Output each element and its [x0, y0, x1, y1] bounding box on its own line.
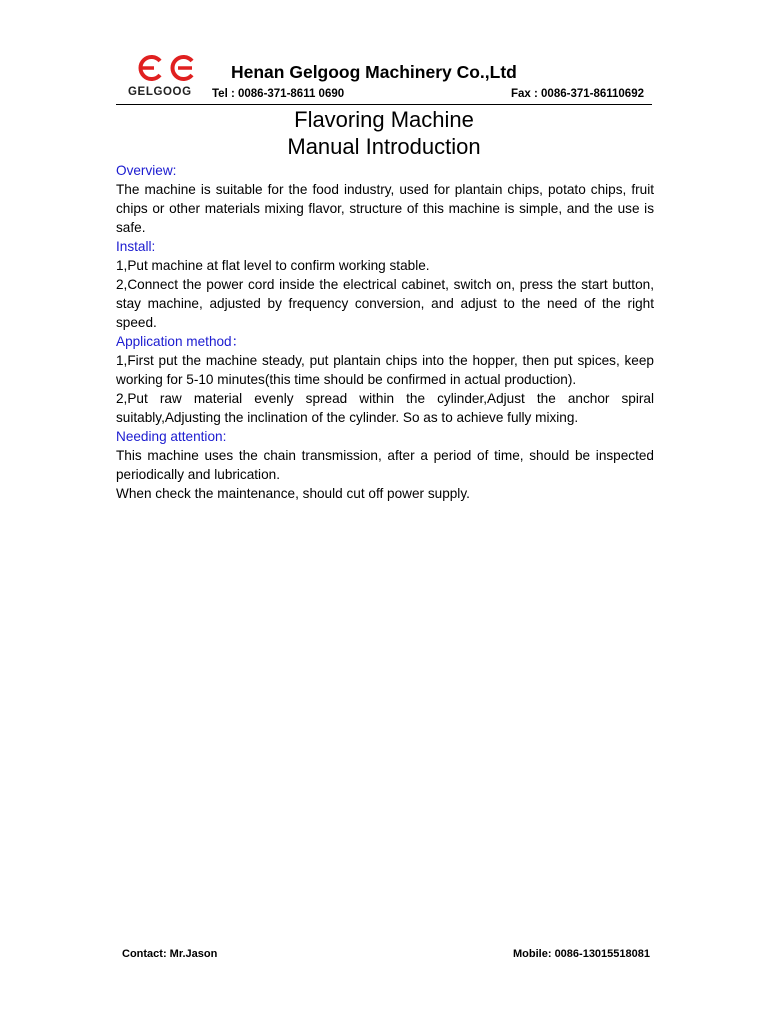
attention-text-2: When check the maintenance, should cut off power supply. — [116, 486, 470, 501]
letterhead — [116, 48, 652, 106]
application-heading: Application method： — [116, 334, 246, 349]
install-heading: Install: — [116, 239, 156, 254]
header-divider — [116, 104, 652, 105]
install-step-2: 2,Connect the power cord inside the electrical cabinet, switch on, press the start button, stay machine, adjusted by frequency conversion, and adjust to the need of the right speed. — [116, 277, 654, 330]
gelgoog-logo-icon — [134, 54, 198, 82]
title-line-2: Manual Introduction — [287, 134, 481, 159]
company-name: Henan Gelgoog Machinery Co.,Ltd — [231, 62, 517, 82]
footer-contact: Contact: Mr.Jason — [122, 948, 218, 960]
install-step-1: 1,Put machine at flat level to confirm working stable. — [116, 258, 430, 273]
telephone: Tel : 0086-371-8611 0690 — [212, 88, 345, 100]
attention-heading: Needing attention: — [116, 429, 227, 444]
logo-wordmark: GELGOOG — [128, 86, 192, 98]
fax-number: Fax : 0086-371-86110692 — [511, 88, 644, 100]
application-step-2: 2,Put raw material evenly spread within the cylinder,Adjust the anchor spiral suitably,Adjusting the inclination of the cylinder. So as to achieve fully mixing. — [116, 391, 654, 425]
application-step-1: 1,First put the machine steady, put plantain chips into the hopper, then put spices, keep working for 5-10 minutes(this time should be confirmed in actual production). — [116, 353, 654, 387]
overview-heading: Overview: — [116, 163, 177, 178]
document-body — [116, 161, 654, 503]
document-title — [116, 106, 652, 160]
footer-mobile: Mobile: 0086-13015518081 — [513, 948, 650, 960]
title-line-1: Flavoring Machine — [294, 107, 474, 132]
attention-text-1: This machine uses the chain transmission, after a period of time, should be inspected periodically and lubrication. — [116, 448, 654, 482]
overview-text: The machine is suitable for the food industry, used for plantain chips, potato chips, fruit chips or other materials mixing flavor, structure of this machine is simple, and the use is safe. — [116, 182, 654, 235]
